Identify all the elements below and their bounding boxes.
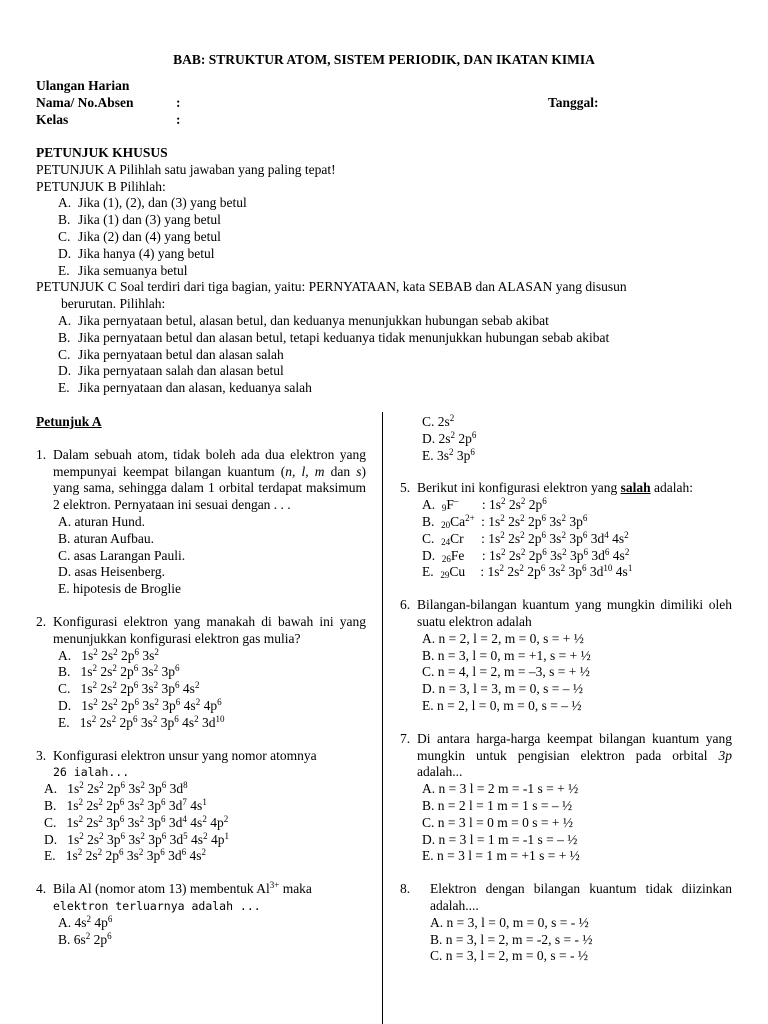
option-d[interactable]: D. $2s^2$ $2p^6$ [422, 429, 477, 446]
question-text: Bilangan-bilangan kuantum yang mungkin dimiliki oleh suatu elektron adalah [417, 597, 732, 629]
options [400, 631, 732, 715]
option-a[interactable]: A. $1s^2$ $2s^2$ $2p^6$ $3s^2$ [58, 646, 159, 663]
option-c[interactable]: C. $1s^2$ $2s^2$ $3p^6$ $3s^2$ $3p^6$ $3d^4$ $4s^2$ $4p^2$ [44, 813, 229, 830]
option-d[interactable]: D. n = 3 l = 1 m = -1 s = – ½ [422, 831, 578, 847]
option-b[interactable]: B. n = 3, l = 0, m = +1, s = + ½ [422, 647, 591, 663]
option-b[interactable]: B. $1s^2$ $2s^2$ $2p^6$ $3s^2$ $3p^6$ [58, 663, 180, 680]
kelas-colon: : [176, 112, 181, 127]
option-c[interactable]: C. n = 4, l = 2, m = –3, s = + ½ [422, 664, 590, 680]
question-number: 4. [36, 881, 47, 897]
option-a[interactable]: A. $1s^2$ $2s^2$ $2p^6$ $3s^2$ $3p^6$ $3d^8$ [44, 780, 188, 797]
option-b[interactable]: B. n = 3, l = 2, m = -2, s = - ½ [430, 931, 593, 947]
options [400, 915, 732, 965]
petunjuk-b: PETUNJUK B Pilihlah: [36, 178, 166, 194]
option-e[interactable]: E. n = 3 l = 1 m = +1 s = + ½ [422, 848, 580, 864]
option-d[interactable]: D. asas Heisenberg. [58, 564, 165, 580]
option-a[interactable]: A. $_9$F– : $1s^2$ $2s^2$ $2p^6$ [422, 496, 547, 514]
option-a[interactable]: A. $4s^2$ $4p^6$ [58, 913, 113, 930]
kelas-field [36, 112, 236, 129]
option-a[interactable]: A. n = 2, l = 2, m = 0, s = + ½ [422, 630, 584, 646]
question-number: 3. [36, 747, 47, 763]
left-column [36, 414, 366, 964]
options [400, 497, 732, 581]
petunjuk-c-options [36, 313, 732, 397]
petunjuk-section [36, 145, 732, 397]
question-number: 6. [400, 597, 411, 613]
list-item: D. Jika hanya (4) yang betul [58, 245, 215, 261]
nama-label: Nama/ No.Absen [36, 95, 134, 110]
question-text: Bila Al (nomor atom 13) membentuk $Al^{3+}$ maka elektron terluarnya adalah ... [53, 880, 312, 913]
question-text: Di antara harga-harga keempat bilangan kuantum yang mungkin untuk pengisian elektron pada orbital 3p adalah... [417, 730, 732, 780]
ulangan-label: Ulangan Harian [36, 78, 130, 93]
option-e[interactable]: E. n = 2, l = 0, m = 0, s = – ½ [422, 697, 582, 713]
list-item: B. Jika (1) dan (3) yang betul [58, 212, 221, 228]
options [36, 781, 366, 865]
column-divider [382, 412, 383, 1024]
petunjuk-heading: PETUNJUK KHUSUS [36, 145, 168, 160]
list-item: D. Jika pernyataan salah dan alasan betul [58, 363, 284, 379]
petunjuk-b-options [36, 195, 732, 279]
petunjuk-c-cont: berurutan. Pilihlah: [61, 296, 166, 312]
option-e[interactable]: E. $1s^2$ $2s^2$ $2p^6$ $3s^2$ $3p^6$ $4s^2$ $3d^{10}$ [58, 713, 225, 730]
option-c[interactable]: C. n = 3 l = 0 m = 0 s = + ½ [422, 814, 573, 830]
option-d[interactable]: D. $_{26}$Fe : $1s^2$ $2s^2$ $2p^6$ $3s^2$ $3p^6$ $3d^6$ $4s^2$ [422, 546, 630, 564]
option-b[interactable]: B. aturan Aufbau. [58, 530, 154, 546]
section-heading-petunjuk-a: Petunjuk A [36, 414, 102, 429]
option-b[interactable]: B. n = 2 l = 1 m = 1 s = – ½ [422, 797, 573, 813]
list-item: B. Jika pernyataan betul dan alasan betul, tetapi keduanya tidak menunjukkan hubungan sebab akibat [58, 329, 610, 345]
option-e[interactable]: E. hipotesis de Broglie [58, 581, 181, 597]
option-d[interactable]: D. n = 3, l = 3, m = 0, s = – ½ [422, 681, 583, 697]
petunjuk-c: PETUNJUK C Soal terdiri dari tiga bagian, yaitu: PERNYATAAN, kata SEBAB dan ALASAN yang disusun [36, 279, 627, 295]
question-text: Berikut ini konfigurasi elektron yang salah adalah: [417, 480, 693, 496]
option-d[interactable]: D. $1s^2$ $2s^2$ $2p^6$ $3s^2$ $3p^6$ $4s^2$ $4p^6$ [58, 696, 222, 713]
right-column [400, 414, 732, 981]
kelas-label: Kelas [36, 112, 69, 127]
question-7 [400, 731, 732, 865]
question-text: Konfigurasi elektron unsur yang nomor atomnya 26 ialah... [53, 747, 317, 780]
nama-colon: : [176, 95, 181, 110]
question-number: 2. [36, 613, 47, 629]
option-a[interactable]: A. aturan Hund. [58, 513, 145, 529]
question-1 [36, 447, 366, 598]
option-c[interactable]: C. $_{24}$Cr : $1s^2$ $2s^2$ $2p^6$ $3s^2$ $3p^6$ $3d^4$ $4s^2$ [422, 529, 629, 547]
list-item: C. Jika (2) dan (4) yang betul [58, 228, 221, 244]
options [400, 781, 732, 865]
option-b[interactable]: B. $_{20}Ca^{2+}$ : $1s^2$ $2s^2$ $2p^6$ $3s^2$ $3p^6$ [422, 512, 588, 530]
question-8 [400, 881, 732, 965]
question-3 [36, 748, 366, 866]
option-b[interactable]: B. $6s^2$ $2p^6$ [58, 930, 112, 947]
options [36, 915, 366, 949]
question-4 [36, 881, 366, 948]
option-e[interactable]: E. $3s^2$ $3p^6$ [422, 446, 475, 463]
tanggal-label: Tanggal: [548, 95, 599, 110]
options [36, 514, 366, 598]
question-text: Dalam sebuah atom, tidak boleh ada dua elektron yang mempunyai keempat bilangan kuantum (n, l, m dan s) yang sama, sehingga dalam 1 orbital terdapat maksimum 2 elektron. Pernyataan ini sesuai dengan . . . [53, 446, 366, 513]
option-e[interactable]: E. $1s^2$ $2s^2$ $2p^6$ $3s^2$ $3p^6$ $3d^6$ $4s^2$ [44, 847, 207, 864]
option-a[interactable]: A. n = 3, l = 0, m = 0, s = - ½ [430, 914, 589, 930]
question-text: Elektron dengan bilangan kuantum tidak diizinkan adalah.... [430, 881, 732, 913]
question-number: 1. [36, 446, 47, 462]
question-2 [36, 614, 366, 732]
option-a[interactable]: A. n = 3 l = 2 m = -1 s = + ½ [422, 781, 579, 797]
list-item: E. Jika semuanya betul [58, 262, 188, 278]
list-item: E. Jika pernyataan dan alasan, keduanya salah [58, 380, 312, 396]
option-d[interactable]: D. $1s^2$ $2s^2$ $3p^6$ $3s^2$ $3p^6$ $3d^5$ $4s^2$ $4p^1$ [44, 830, 229, 847]
option-c[interactable]: C. $1s^2$ $2s^2$ $2p^6$ $3s^2$ $3p^6$ $4s^2$ [58, 680, 200, 697]
option-c[interactable]: C. n = 3, l = 2, m = 0, s = - ½ [430, 948, 588, 964]
question-5 [400, 480, 732, 581]
petunjuk-a: PETUNJUK A Pilihlah satu jawaban yang paling tepat! [36, 161, 336, 177]
question-6 [400, 597, 732, 715]
list-item: A. Jika pernyataan betul, alasan betul, dan keduanya menunjukkan hubungan sebab akibat [58, 312, 549, 328]
list-item: A. Jika (1), (2), dan (3) yang betul [58, 195, 247, 211]
question-number: 8. [400, 881, 411, 897]
question-4-options-cont [400, 414, 732, 464]
question-text: Konfigurasi elektron yang manakah di bawah ini yang menunjukkan konfigurasi elektron gas mulia? [53, 613, 366, 646]
list-item: C. Jika pernyataan betul dan alasan salah [58, 346, 284, 362]
question-number: 7. [400, 730, 411, 746]
option-e[interactable]: E. $_{29}$Cu : $1s^2$ $2s^2$ $2p^6$ $3s^2$ $3p^6$ $3d^{10}$ $4s^1$ [422, 563, 633, 581]
page-title: BAB: STRUKTUR ATOM, SISTEM PERIODIK, DAN IKATAN KIMIA [173, 52, 595, 67]
nama-field [36, 95, 236, 112]
option-c[interactable]: C. $2s^2$ [422, 413, 455, 429]
question-number: 5. [400, 480, 411, 496]
option-c[interactable]: C. asas Larangan Pauli. [58, 547, 186, 563]
option-b[interactable]: B. $1s^2$ $2s^2$ $2p^6$ $3s^2$ $3p^6$ $3d^7$ $4s^1$ [44, 796, 207, 813]
options [36, 648, 366, 732]
